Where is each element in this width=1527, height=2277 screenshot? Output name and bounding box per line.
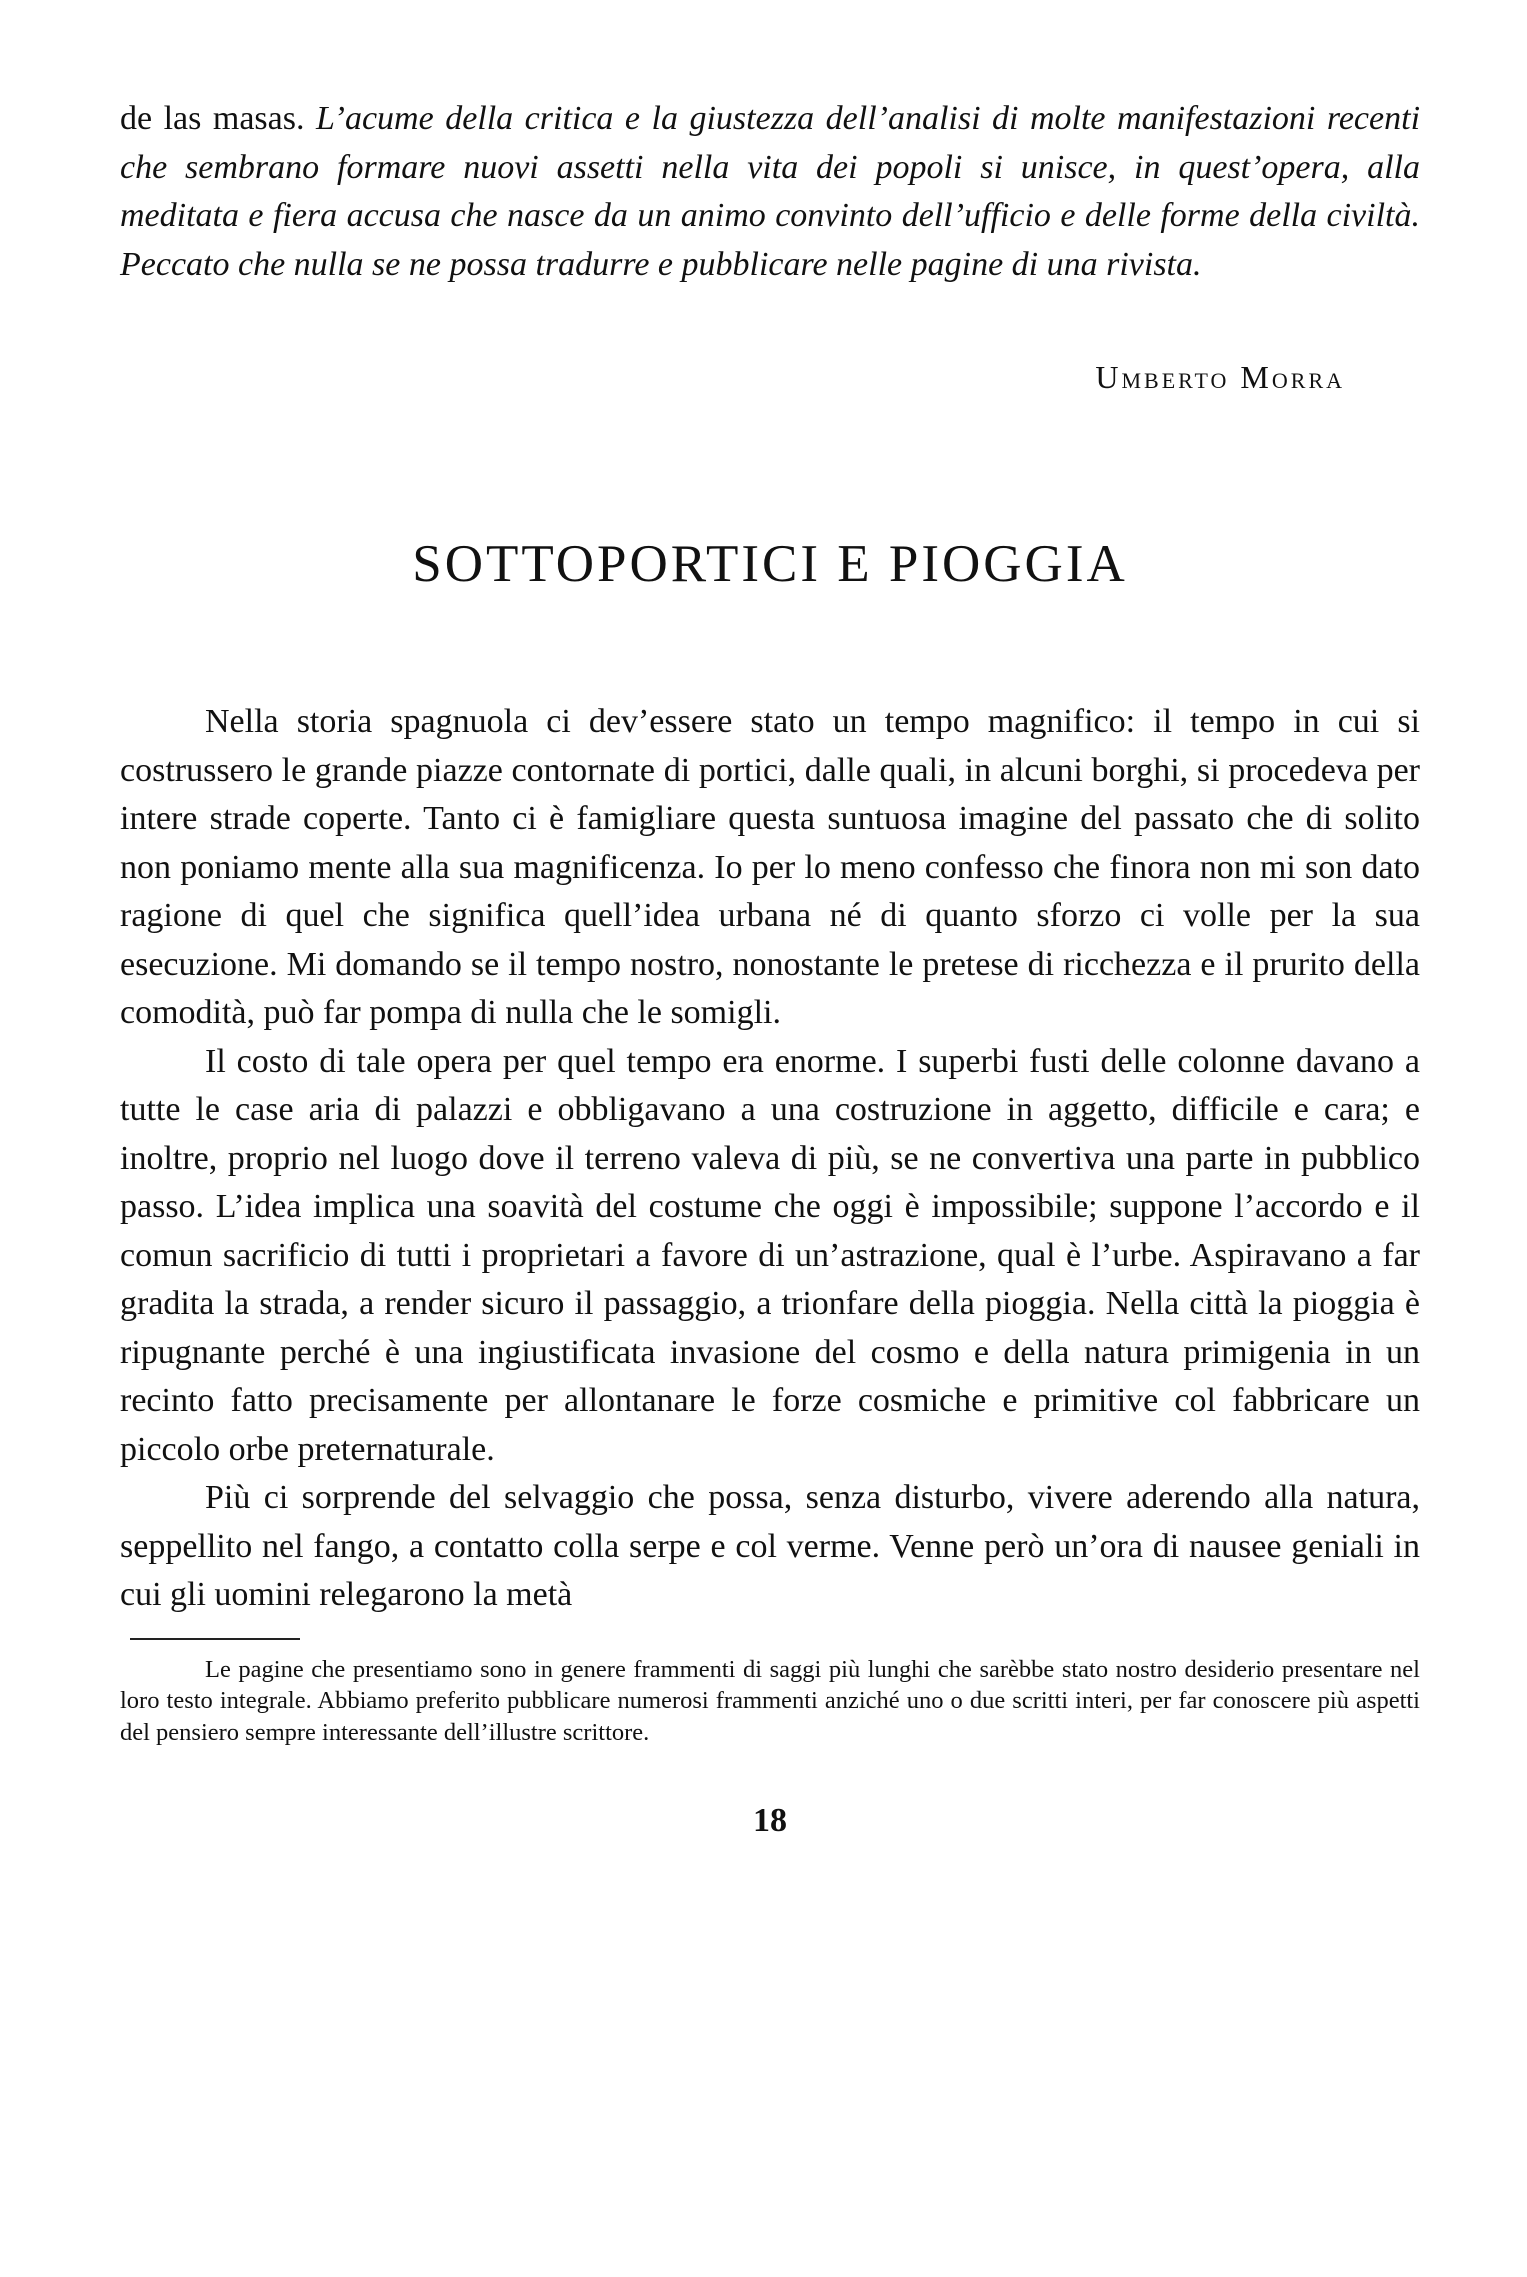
body-paragraph: Nella storia spagnuola ci dev’essere stato un tempo magnifico: il tempo in cui si costrussero le grande piazze contornate di portici, dalle quali, in alcuni borghi, si procedeva per intere strade coperte. Tanto ci è famigliare questa suntuosa imagine del passato che di solito non poniamo mente alla sua magnificenza. Io per lo meno confesso che finora non mi son dato ragione di quel che significa quell’idea urbana né di quanto sforzo ci volle per la sua esecuzione. Mi domando se il tempo nostro, nonostante le pretese di ricchezza e il prurito della comodità, può far pompa di nulla che le somigli.	[120, 703, 1420, 1031]
page-number: 18	[753, 1802, 787, 1839]
closing-paragraph-italic: L’acume della critica e la giustezza dell’analisi di molte manifestazioni recenti che sembrano formare nuovi assetti nella vita dei popoli si unisce, in quest’opera, alla meditata e fiera accusa che nasce da un animo convinto dell’ufficio e delle forme della civiltà. Peccato che nulla se ne possa tradurre e pubblicare nelle pagine di una rivista.	[120, 100, 1421, 283]
body-paragraph: Il costo di tale opera per quel tempo era enorme. I superbi fusti delle colonne davano a tutte le case aria di palazzi e obbligavano a una costruzione in aggetto, difficile e cara; e inoltre, proprio nel luogo dove il terreno valeva di più, se ne convertiva una parte in pubblico passo. L’idea implica una soavità del costume che oggi è impossibile; suppone l’accordo e il comun sacrificio di tutti i proprietari a favore di un’astrazione, qual è l’urbe. Aspiravano a far gradita la strada, a render sicuro il passaggio, a trionfare della pioggia. Nella città la pioggia è ripugnante perché è una ingiustificata invasione del cosmo e della natura primigenia in un recinto fatto precisamente per allontanare le forze cosmiche e primitive col fabbricare un piccolo orbe preternaturale.	[120, 1042, 1420, 1468]
closing-paragraph-lead: de las masas.	[120, 100, 305, 137]
article-title: SOTTOPORTICI E PIOGGIA	[412, 535, 1128, 593]
closing-paragraph	[120, 95, 1420, 289]
article-body	[120, 698, 1420, 1620]
page-content	[120, 95, 1420, 1840]
author-signature: Umberto Morra	[1095, 359, 1345, 395]
body-paragraph: Più ci sorprende del selvaggio che possa, senza disturbo, vivere aderendo alla natura, seppellito nel fango, a contatto colla serpe e col verme. Venne però un’ora di nausee geniali in cui gli uomini relegarono la metà	[120, 1479, 1420, 1613]
footnote: Le pagine che presentiamo sono in genere frammenti di saggi più lunghi che sarèbbe stato nostro desiderio presentare nel loro testo integrale. Abbiamo preferito pubblicare numerosi frammenti anziché uno o due scritti interi, per far conoscere più aspetti del pensiero sempre interessante dell’illustre scrittore.	[120, 1655, 1420, 1746]
footnote-divider	[130, 1638, 300, 1640]
